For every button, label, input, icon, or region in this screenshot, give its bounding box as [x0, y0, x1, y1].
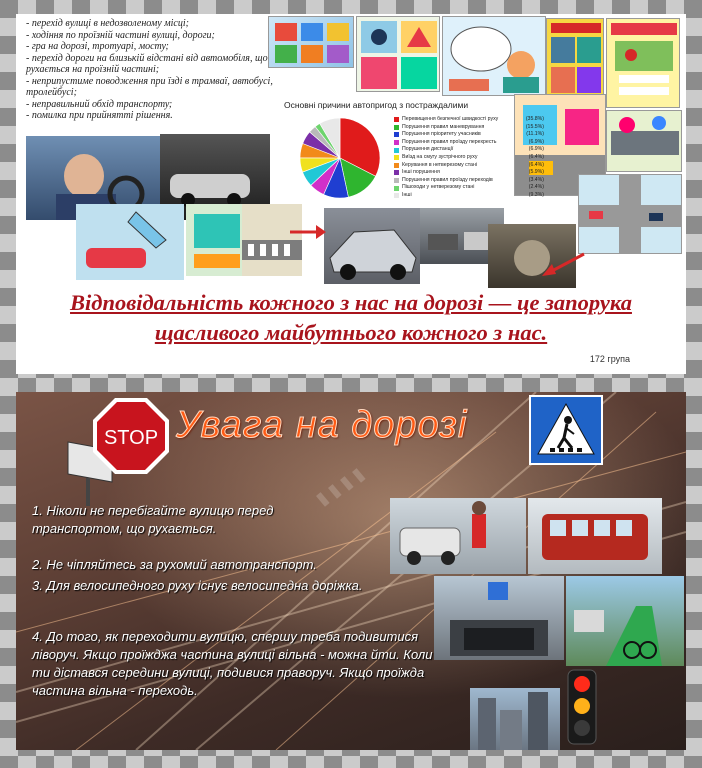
legend-swatch — [394, 163, 399, 168]
road-safety-poster-3 — [442, 16, 546, 96]
legend-value: (35.8%) — [525, 116, 544, 122]
legend-entry — [394, 192, 544, 200]
legend-entry — [394, 184, 544, 192]
pedestrian-crossing-sign-icon — [528, 394, 604, 466]
rule-item-4: 4. До того, як переходити вулицю, спершу треба подивитися ліворуч. Якщо проїжджа частина вулиці вільна - можна йти. Коли ти дістався середини вулиці, подивися праворуч. Якщо проїжда частина вільна - переходь. — [32, 629, 433, 698]
legend-label: Пішоходи у нетверезому стані — [402, 184, 475, 191]
road-safety-poster-1 — [268, 16, 354, 68]
legend-value: (6.9%) — [528, 138, 544, 145]
stop-sign-icon — [91, 396, 171, 476]
legend-entry — [394, 162, 544, 170]
trolleybus-photo — [528, 498, 662, 574]
legend-value: (6.4%) — [528, 161, 544, 168]
road-safety-poster-4 — [546, 18, 604, 96]
legend-value: (2.4%) — [528, 184, 544, 191]
cause-item: - перехід вулиці в недозволеному місці; — [26, 18, 189, 29]
legend-label: Виїзд на смугу зустрічного руху — [402, 153, 478, 160]
legend-swatch — [394, 148, 399, 153]
legend-label: Інші — [402, 191, 412, 198]
legend-value: (6.9%) — [528, 146, 544, 153]
legend-entry — [394, 146, 544, 154]
legend-value: (3.4%) — [528, 176, 544, 183]
chart-title: Основні причини автопригод з постраждалими — [284, 100, 469, 110]
group-label: 172 група — [589, 354, 630, 364]
legend-entry — [394, 131, 544, 139]
bottom-slide — [16, 392, 686, 750]
underpass-photo — [434, 576, 564, 660]
legend-swatch — [394, 155, 399, 160]
legend-swatch — [394, 132, 399, 137]
legend-value: (5.9%) — [528, 169, 544, 176]
top-slide — [16, 14, 686, 374]
legend-entry — [394, 169, 544, 177]
cause-item: - перехід дороги на близькій відстані від автомобіля, що рухається на проїзній частині; — [26, 52, 268, 75]
bike-lane-photo — [566, 576, 684, 666]
cause-item: - помилка при прийнятті рішення. — [26, 110, 173, 121]
road-safety-poster-7 — [606, 110, 682, 172]
red-arrow-right-icon — [288, 222, 328, 242]
legend-swatch — [394, 140, 399, 145]
legend-entry — [394, 177, 544, 185]
cause-item: - неправильний обхід транспорту; — [26, 98, 173, 110]
legend-entry — [394, 154, 544, 162]
cartoon-bottle-car — [76, 204, 184, 280]
legend-swatch — [394, 193, 399, 198]
road-safety-poster-5 — [606, 18, 680, 108]
causes-pie-chart — [288, 114, 392, 204]
legend-entry — [394, 139, 544, 147]
bus-stop-cartoon — [186, 204, 248, 276]
legend-label: Інші порушення — [402, 169, 440, 176]
causes-list — [26, 18, 288, 122]
legend-label: Порушення правил маневрування — [402, 123, 485, 130]
legend-label: Порушення пріоритету учасників — [402, 131, 481, 138]
safety-slogan: Відповідальність кожного з нас на дорозі — це запорука щасливого майбутнього кожного з нас. — [70, 290, 632, 345]
legend-value: (11.1%) — [526, 131, 544, 138]
legend-label: Порушення правил проїзду перехресть — [402, 138, 497, 145]
cause-item: - неприпустиме поводження при їзді в трамваї, автобусі, тролейбусі; — [26, 75, 273, 98]
crashed-car-photo — [324, 208, 420, 284]
legend-swatch — [394, 125, 399, 130]
cause-item: - ходіння по проїзній частині вулиці, дороги; — [26, 29, 215, 41]
legend-label: Керування в нетверезому стані — [402, 161, 477, 168]
road-safety-poster-8 — [578, 174, 682, 254]
legend-swatch — [394, 186, 399, 191]
rule-item-3: 3. Для велосипедного руху існує велосипедна доріжка. — [32, 578, 363, 593]
slide-title: Увага на дорозі — [176, 404, 468, 446]
legend-value: (15.5%) — [525, 123, 544, 130]
city-street-photo — [470, 688, 560, 750]
rule-item-2: 2. Не чіпляйтесь за рухомий автотранспорт. — [32, 557, 317, 572]
legend-label: Перевищення безпечної швидкості руху — [402, 116, 499, 122]
legend-swatch — [394, 178, 399, 183]
chart-legend — [394, 116, 544, 200]
legend-swatch — [394, 117, 399, 122]
traffic-light-icon — [562, 668, 602, 750]
rule-item-1: 1. Ніколи не перебігайте вулицю перед транспортом, що рухається. — [32, 503, 274, 536]
legend-label: Порушення правил проїзду переходів — [402, 176, 493, 183]
legend-value: (9.3%) — [528, 191, 544, 198]
legend-label: Порушення дистанції — [402, 146, 454, 153]
red-arrow-left-icon — [538, 250, 588, 280]
road-safety-poster-2 — [356, 16, 440, 92]
legend-swatch — [394, 170, 399, 175]
cause-item: - гра на дорозі, тротуарі, мосту; — [26, 41, 169, 52]
legend-value: (6.4%) — [528, 153, 544, 160]
legend-entry — [394, 116, 544, 124]
legend-entry — [394, 124, 544, 132]
stop-sign-text: STOP — [103, 427, 159, 449]
